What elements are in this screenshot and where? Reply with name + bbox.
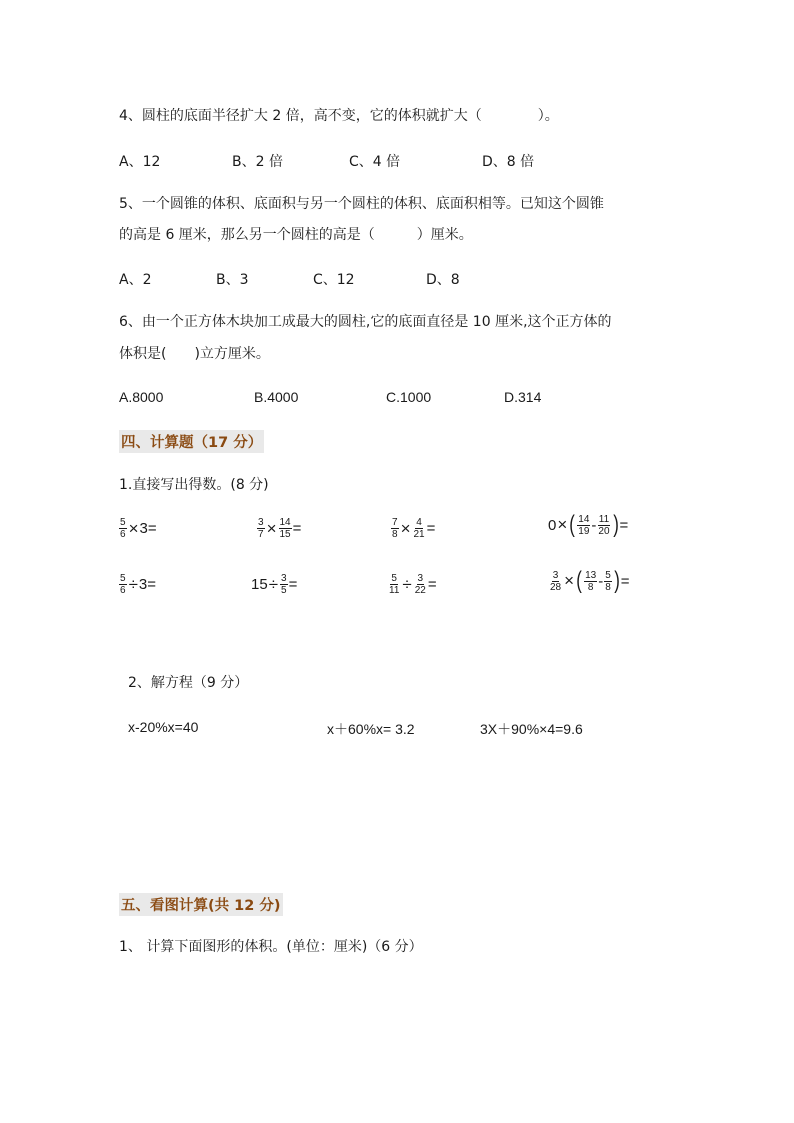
q6-option-d: D.314 xyxy=(504,389,542,405)
question-4-text: 4、圆柱的底面半径扩大 2 倍，高不变，它的体积就扩大（ ）。 xyxy=(119,108,559,124)
q4-option-a: A、12 xyxy=(119,154,161,170)
calc-item-2: $\frac{3}{7}$ × $\frac{14}{15}$ = xyxy=(258,517,302,540)
q4-option-c: C、4 倍 xyxy=(349,154,401,170)
section-4-sub-2: 2、解方程（9 分） xyxy=(128,675,249,691)
q4-option-d: D、8 倍 xyxy=(482,154,535,170)
question-5-line-1: 5、一个圆锥的体积、底面积与另一个圆柱的体积、底面积相等。已知这个圆锥 xyxy=(119,196,604,212)
q6-option-a: A.8000 xyxy=(119,389,164,405)
calc-item-5: $\frac{5}{6}$ ÷ 3= xyxy=(120,573,157,596)
calc-item-6: 15 ÷ $\frac{3}{5}$ = xyxy=(251,573,298,596)
q5-option-b: B、3 xyxy=(216,272,249,288)
question-6-line-1: 6、由一个正方体木块加工成最大的圆柱,它的底面直径是 10 厘米,这个正方体的 xyxy=(119,314,612,330)
q5-option-c: C、12 xyxy=(313,272,355,288)
section-4-title: 四、计算题（17 分） xyxy=(119,430,264,453)
q6-option-c: C.1000 xyxy=(386,389,432,405)
equation-3: 3X＋90%×4=9.6 xyxy=(480,721,583,737)
equation-1: x-20%x=40 xyxy=(128,719,199,735)
q5-option-a: A、2 xyxy=(119,272,152,288)
q4-option-b: B、2 倍 xyxy=(232,154,283,170)
question-5-line-2: 的高是 6 厘米，那么另一个圆柱的高是（ ）厘米。 xyxy=(119,227,473,243)
question-6-line-2: 体积是( )立方厘米。 xyxy=(119,346,270,362)
calc-item-3: $\frac{7}{8}$ × $\frac{4}{21}$ = xyxy=(392,517,436,540)
calc-item-1: $\frac{5}{6}$ × 3= xyxy=(120,517,157,540)
calc-item-7: $\frac{5}{11}$ ÷ $\frac{3}{22}$ = xyxy=(389,573,437,596)
calc-item-4: 0 × ( $\frac{14}{19}$ - $\frac{11}{20}$ ) = xyxy=(548,511,629,538)
section-4-sub-1: 1.直接写出得数。(8 分) xyxy=(119,477,269,493)
calc-item-8: $\frac{3}{28}$ × ( $\frac{13}{8}$ - $\frac{5}{8}$ ) = xyxy=(550,567,630,594)
section-5-sub-1: 1、 计算下面图形的体积。(单位：厘米)（6 分） xyxy=(119,939,423,955)
section-5-title: 五、看图计算(共 12 分) xyxy=(119,893,283,916)
q6-option-b: B.4000 xyxy=(254,389,299,405)
equation-2: x＋60%x= 3.2 xyxy=(327,721,415,737)
q5-option-d: D、8 xyxy=(426,272,460,288)
